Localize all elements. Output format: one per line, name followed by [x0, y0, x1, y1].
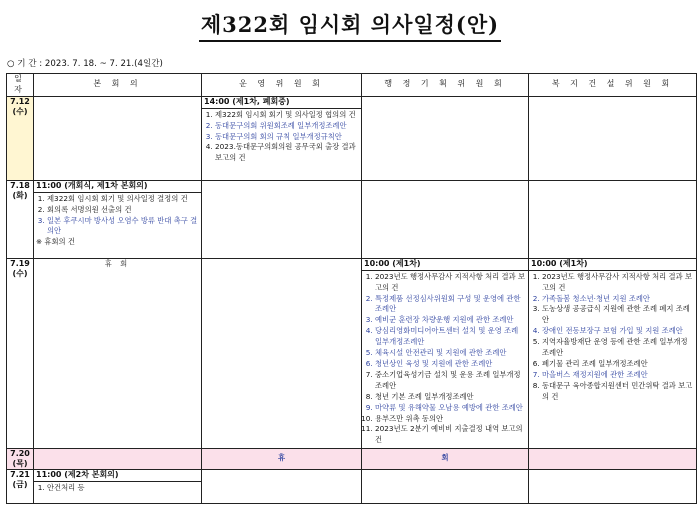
- document-title: 제322회 임시회 의사일정(안): [0, 9, 700, 42]
- date-cell: 7.19 (수): [7, 258, 34, 448]
- recess-label: 회: [362, 448, 529, 469]
- session-time: 10:00 (제1차): [362, 259, 528, 271]
- admin-cell: [362, 180, 529, 258]
- plenary-cell: [34, 180, 202, 258]
- agenda-item: 6. 폐기물 관리 조례 일부개정조례안: [542, 359, 694, 370]
- welfare-cell: [529, 469, 697, 503]
- document-page: [0, 9, 700, 512]
- operations-cell: [202, 469, 362, 503]
- table-row: [7, 258, 697, 448]
- agenda-item: 2. 회의록 서명의원 선출의 건: [47, 205, 199, 216]
- session-time: 11:00 (개회식, 제1차 본회의): [34, 181, 201, 193]
- header-welfare-committee: 복 지 건 설 위 원 회: [529, 74, 697, 97]
- welfare-cell: [529, 448, 697, 469]
- agenda-note: ※ 휴회의 건: [36, 237, 75, 247]
- agenda-item: 3. 일본 후쿠시마 방사성 오염수 방류 반대 촉구 결의안: [47, 216, 199, 238]
- agenda-item: 5. 지역자율방재단 운영 등에 관한 조례 일부개정조례안: [542, 337, 694, 359]
- agenda-item: 1. 2023년도 행정사무감사 지적사항 처리 결과 보고의 건: [375, 272, 526, 294]
- plenary-recess-cell: 휴 회: [34, 258, 202, 448]
- agenda-item: 3. 도농상생 공공급식 지원에 관한 조례 폐지 조례안: [542, 304, 694, 326]
- agenda-item: 3. 예비군 훈련장 차량운행 지원에 관한 조례안: [375, 315, 526, 326]
- session-time: 10:00 (제1차): [529, 259, 696, 271]
- agenda-item: 2. 가족돌봄 청소년·청년 지원 조례안: [542, 294, 694, 305]
- operations-cell: [202, 180, 362, 258]
- recess-label: 휴: [202, 448, 362, 469]
- admin-cell: [362, 258, 529, 448]
- agenda-item: 4. 장애인 전동보장구 보험 가입 및 지원 조례안: [542, 326, 694, 337]
- schedule-table: [6, 73, 697, 504]
- session-time: 11:00 (제2차 본회의): [34, 470, 201, 482]
- agenda-item: 2. 특정제품 선정심사위원회 구성 및 운영에 관한 조례안: [375, 294, 526, 316]
- agenda-item: 1. 제322회 임시회 회기 및 의사일정 결정의 건: [47, 194, 199, 205]
- agenda-item: 4. 2023.동대문구의회의원 공무국외 출장 결과 보고의 건: [215, 142, 359, 164]
- operations-cell: [202, 96, 362, 180]
- welfare-cell: [529, 180, 697, 258]
- agenda-item: 1. 제322회 임시회 회기 및 의사일정 협의의 건: [215, 110, 359, 121]
- admin-cell: [362, 469, 529, 503]
- header-plenary: 본 회 의: [34, 74, 202, 97]
- agenda-item: 4. 당심리영화미디어아트센터 설치 및 운영 조례 일부개정조례안: [375, 326, 526, 348]
- agenda-item: 7. 마을버스 재정지원에 관한 조례안: [542, 370, 694, 381]
- agenda-item: 8. 청년 기본 조례 일부개정조례안: [375, 392, 526, 403]
- welfare-cell: [529, 258, 697, 448]
- date-cell: 7.21 (금): [7, 469, 34, 503]
- table-row: [7, 448, 697, 469]
- plenary-cell: [34, 469, 202, 503]
- table-row: [7, 469, 697, 503]
- agenda-item: 2. 동대문구의회 위원회조례 일부개정조례안: [215, 121, 359, 132]
- welfare-cell: [529, 96, 697, 180]
- agenda-item: 5. 체육시설 안전관리 및 지원에 관한 조례안: [375, 348, 526, 359]
- header-admin-committee: 행 정 기 획 위 원 회: [362, 74, 529, 97]
- plenary-cell: [34, 96, 202, 180]
- agenda-item: 1. 안건처리 등: [47, 483, 199, 494]
- agenda-item: 1. 2023년도 행정사무감사 지적사항 처리 결과 보고의 건: [542, 272, 694, 294]
- agenda-item: 8. 동대문구 육아종합지원센터 민간위탁 결과 보고의 건: [542, 381, 694, 403]
- date-cell: 7.18 (화): [7, 180, 34, 258]
- admin-cell: [362, 96, 529, 180]
- agenda-item: 7. 중소기업육성기금 설치 및 운용 조례 일부개정조례안: [375, 370, 526, 392]
- agenda-item: 10. 용부즈만 위촉 동의안: [375, 414, 526, 425]
- table-row: [7, 180, 697, 258]
- agenda-item: 9. 마약류 및 유해약물 오남용 예방에 관한 조례안: [375, 403, 526, 414]
- operations-cell: [202, 258, 362, 448]
- plenary-cell: [34, 448, 202, 469]
- header-date: 일자: [7, 74, 34, 97]
- header-operations-committee: 운 영 위 원 회: [202, 74, 362, 97]
- agenda-item: 6. 청년상인 육성 및 지원에 관한 조례안: [375, 359, 526, 370]
- agenda-item: 11. 2023년도 2분기 예비비 지출결정 내역 보고의 건: [375, 424, 526, 446]
- session-time: 14:00 (제1차, 폐회중): [202, 97, 361, 109]
- table-row: [7, 96, 697, 180]
- date-cell: 7.20 (목): [7, 448, 34, 469]
- agenda-item: 3. 동대문구의회 회의 규칙 일부개정규칙안: [215, 132, 359, 143]
- header-row: [7, 74, 697, 97]
- date-cell: 7.12 (수): [7, 96, 34, 180]
- session-period: ○ 기 간 : 2023. 7. 18. ~ 7. 21.(4일간): [7, 59, 163, 69]
